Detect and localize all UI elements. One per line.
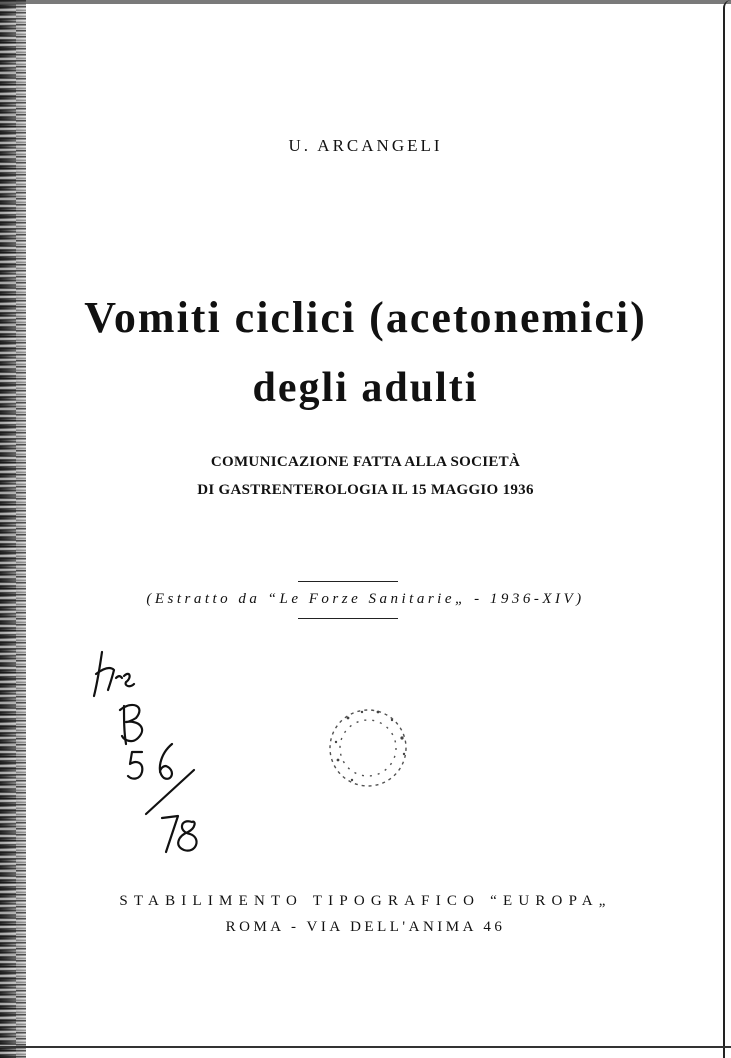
author-name: U. ARCANGELI: [288, 136, 443, 155]
scan-bottom-edge: [0, 1046, 731, 1058]
library-stamp: [318, 698, 418, 798]
printer-address: ROMA - VIA DELL'ANIMA 46: [225, 919, 506, 935]
extract-note: (Estratto da “Le Forze Sanitarie„ - 1936-XIV): [146, 591, 585, 607]
printer-name: STABILIMENTO TIPOGRAFICO “EUROPA„: [119, 893, 612, 909]
handwritten-shelfmark: [80, 640, 240, 870]
title-line-1: Vomiti ciclici (acetonemici): [84, 293, 647, 342]
title-line-2: degli adulti: [252, 365, 479, 411]
scan-top-edge: [0, 0, 731, 4]
divider-bottom: [298, 618, 398, 619]
divider-top: [298, 581, 398, 582]
subtitle-line-2: DI GASTRENTEROLOGIA IL 15 MAGGIO 1936: [197, 482, 534, 498]
subtitle-line-1: COMUNICAZIONE FATTA ALLA SOCIETÀ: [210, 454, 521, 470]
